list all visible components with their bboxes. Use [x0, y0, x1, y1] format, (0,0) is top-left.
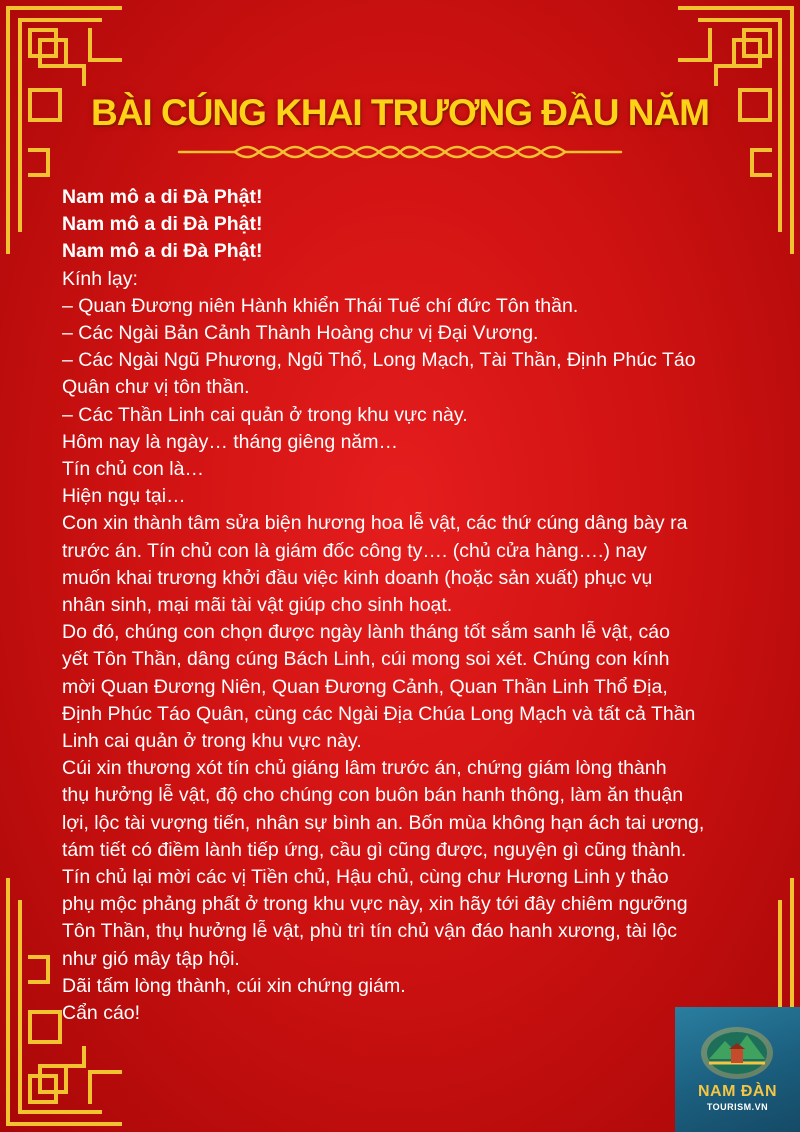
text-line: Do đó, chúng con chọn được ngày lành tháng tốt sắm sanh lễ vật, cáo [62, 621, 670, 644]
text-line: thụ hưởng lễ vật, độ cho chúng con buôn bán hanh thông, làm ăn thuận [62, 784, 684, 807]
text-line: Hôm nay là ngày… tháng giêng năm… [62, 430, 399, 453]
text-line: – Các Thần Linh cai quản ở trong khu vực này. [62, 403, 468, 426]
document-title: BÀI CÚNG KHAI TRƯƠNG ĐẦU NĂM [90, 92, 709, 133]
text-line: mời Quan Đương Niên, Quan Đương Cảnh, Quan Thần Linh Thổ Địa, [62, 675, 668, 698]
text-line: Linh cai quản ở trong khu vực này. [62, 730, 362, 753]
text-line: yết Tôn Thần, dâng cúng Bách Linh, cúi mong soi xét. Chúng con kính [62, 648, 670, 671]
nam-dan-tourism-logo [675, 1007, 800, 1132]
text-line: như gió mây tập hội. [62, 947, 240, 970]
landscape-emblem-icon [697, 1019, 777, 1081]
text-line: Nam mô a di Đà Phật! [62, 186, 263, 208]
logo-brand-text: NAM ĐÀN [697, 1083, 778, 1100]
title-divider-ornament [175, 140, 625, 164]
text-line: Cẩn cáo! [62, 1002, 141, 1025]
text-line: tám tiết có điềm lành tiếp ứng, cầu gì cũng được, nguyện gì cũng thành. [62, 838, 687, 861]
text-line: Con xin thành tâm sửa biện hương hoa lễ vật, các thứ cúng dâng bày ra [62, 512, 688, 535]
text-line: Tín chủ lại mời các vị Tiền chủ, Hậu chủ, cùng chư Hương Linh y thảo [62, 866, 669, 889]
text-line: lợi, lộc tài vượng tiến, nhân sự bình an. Bốn mùa không hạn ách tai ương, [62, 811, 705, 834]
text-line: Định Phúc Táo Quân, cùng các Ngài Địa Chúa Long Mạch và tất cả Thần [62, 702, 696, 725]
text-line: trước án. Tín chủ con là giám đốc công ty…. (chủ cửa hàng….) nay [62, 539, 647, 562]
text-line: – Các Ngài Ngũ Phương, Ngũ Thổ, Long Mạch, Tài Thần, Định Phúc Táo [62, 349, 696, 372]
text-line: Nam mô a di Đà Phật! [62, 240, 263, 263]
text-line: Nam mô a di Đà Phật! [62, 213, 263, 236]
text-line: Kính lạy: [62, 267, 138, 290]
text-line: Dãi tấm lòng thành, cúi xin chứng giám. [62, 974, 406, 997]
text-line: nhân sinh, mại mãi tài vật giúp cho sinh hoạt. [62, 594, 453, 617]
prayer-text [62, 184, 752, 1027]
text-line: Tín chủ con là… [62, 458, 204, 481]
text-line: Cúi xin thương xót tín chủ giáng lâm trước án, chứng giám lòng thành [62, 757, 667, 780]
logo-site-text: TOURISM.VN [706, 1102, 769, 1112]
text-line: Tôn Thần, thụ hưởng lễ vật, phù trì tín chủ vận đáo hanh xương, tài lộc [62, 920, 678, 943]
text-line: muốn khai trương khởi đầu việc kinh doanh (hoặc sản xuất) phục vụ [62, 566, 653, 589]
text-line: – Các Ngài Bản Cảnh Thành Hoàng chư vị Đại Vương. [62, 322, 539, 345]
text-line: Quân chư vị tôn thần. [62, 376, 250, 399]
text-line: phụ mộc phảng phất ở trong khu vực này, xin hãy tới đây chiêm ngưỡng [62, 893, 688, 916]
text-line: Hiện ngụ tại… [62, 485, 186, 508]
text-line: – Quan Đương niên Hành khiển Thái Tuế chí đức Tôn thần. [62, 294, 579, 317]
